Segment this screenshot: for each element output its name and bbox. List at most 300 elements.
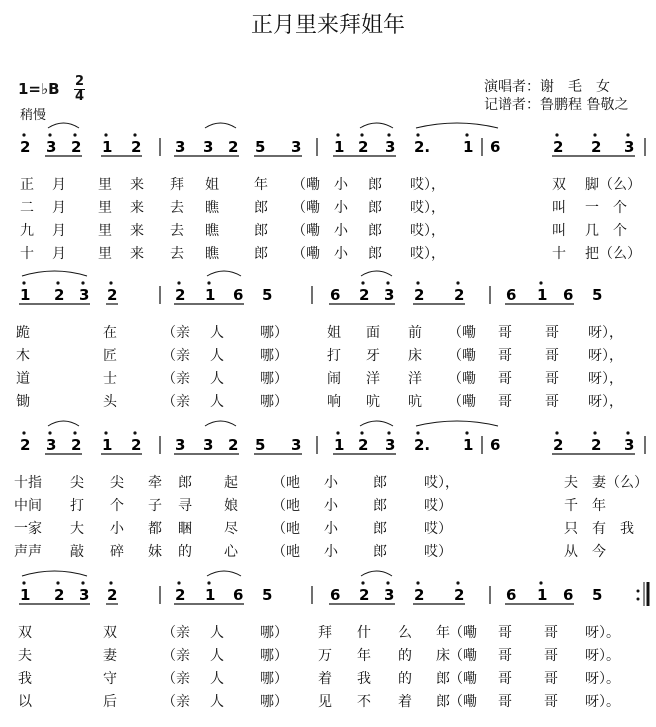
lyric-word: 床	[436, 648, 450, 664]
note: 2	[454, 586, 465, 604]
lyric-word: 大	[70, 521, 84, 537]
lyric-word: 睏	[178, 521, 192, 537]
lyric-word: 妹	[148, 544, 162, 560]
lyric-word: 叫	[552, 200, 566, 216]
lyric-word: 呀）。	[585, 648, 620, 664]
note: 3	[624, 138, 635, 156]
lyric-word: 九	[20, 223, 34, 239]
lyric-word: 碎	[110, 544, 124, 560]
lyric-word: 呀）。	[585, 694, 620, 710]
note: 2	[228, 436, 239, 454]
octave-dot	[387, 133, 390, 136]
octave-dot	[539, 581, 542, 584]
lyric-word: 哎），	[424, 475, 459, 491]
lyric-word: 么	[398, 625, 412, 641]
lyric-word: 木	[16, 348, 30, 364]
octave-dot	[593, 431, 596, 434]
octave-dot	[626, 431, 629, 434]
lyric-word: （嘞	[292, 200, 320, 216]
note: 1	[537, 586, 548, 604]
octave-dot	[360, 431, 363, 434]
note: 6	[233, 586, 244, 604]
lyric-word: 哥	[498, 694, 512, 710]
lyric-word: 郎	[178, 475, 192, 491]
slur	[22, 571, 87, 576]
lyric-word: 来	[130, 200, 144, 216]
octave-dot	[555, 431, 558, 434]
lyric-word: 从 今	[564, 544, 606, 560]
slur	[361, 271, 392, 276]
lyric-word: 吭	[408, 394, 422, 410]
lyric-word: 月	[52, 200, 66, 216]
note: 3	[624, 436, 635, 454]
note: 2	[20, 436, 31, 454]
note: 3	[291, 436, 302, 454]
lyric-word: 去	[170, 200, 184, 216]
lyric-word: 二	[20, 200, 34, 216]
note: 3	[385, 436, 396, 454]
lyric-word: 哪）	[260, 671, 288, 687]
note: 1	[205, 586, 216, 604]
lyric-word: 呀），	[588, 371, 623, 387]
lyric-word: 什	[357, 625, 371, 641]
octave-dot	[386, 281, 389, 284]
lyric-word: （亲	[162, 371, 190, 387]
slur	[207, 271, 241, 276]
note: 2	[175, 586, 186, 604]
note: 2	[414, 286, 425, 304]
lyric-word: 十	[20, 246, 34, 262]
octave-dot	[361, 281, 364, 284]
lyric-word: 不	[357, 694, 371, 710]
slur	[22, 271, 87, 276]
lyric-word: （嘞	[448, 394, 476, 410]
note: 6	[490, 138, 501, 156]
note: 6	[506, 586, 517, 604]
octave-dot	[336, 431, 339, 434]
octave-dot	[465, 431, 468, 434]
octave-dot	[456, 281, 459, 284]
lyric-word: 的	[398, 648, 412, 664]
lyric-word: 小	[324, 475, 338, 491]
note: 3	[175, 436, 186, 454]
octave-dot	[465, 133, 468, 136]
lyric-word: 洋	[408, 371, 422, 387]
lyric-word: 呀），	[588, 394, 623, 410]
octave-dot	[48, 133, 51, 136]
note: 2	[553, 138, 564, 156]
slur	[205, 123, 236, 128]
lyric-word: 以	[18, 694, 32, 710]
note: 1	[334, 138, 345, 156]
lyric-word: 哥	[498, 671, 512, 687]
lyric-word: 尖	[70, 475, 84, 491]
lyric-word: 一 个	[585, 200, 627, 216]
octave-dot	[207, 281, 210, 284]
lyric-word: 哥	[544, 648, 558, 664]
note: 3	[291, 138, 302, 156]
lyric-word: （嘞	[449, 671, 477, 687]
octave-dot	[109, 281, 112, 284]
lyric-word: 去	[170, 223, 184, 239]
lyric-word: 郎	[373, 521, 387, 537]
lyric-word: 哪）	[260, 694, 288, 710]
lyric-word: 跪	[16, 325, 30, 341]
octave-dot	[56, 581, 59, 584]
note: 2	[553, 436, 564, 454]
lyric-word: 尽	[224, 521, 238, 537]
lyric-word: 来	[130, 177, 144, 193]
lyric-word: 洋	[366, 371, 380, 387]
octave-dot	[133, 133, 136, 136]
octave-dot	[555, 133, 558, 136]
lyric-word: （亲	[162, 325, 190, 341]
lyric-word: 小	[334, 223, 348, 239]
lyric-word: 一家	[14, 521, 42, 537]
lyric-word: 牙	[366, 348, 380, 364]
lyric-word: 姐	[327, 325, 341, 341]
note: 3	[384, 586, 395, 604]
octave-dot	[56, 281, 59, 284]
lyric-word: 千 年	[564, 498, 606, 514]
lyric-word: 郎	[373, 475, 387, 491]
note: 2.	[414, 436, 431, 454]
lyric-word: 哪）	[260, 348, 288, 364]
lyric-word: 来	[130, 246, 144, 262]
lyric-word: 人	[210, 325, 224, 341]
lyric-word: 月	[52, 223, 66, 239]
lyric-word: （嘞	[449, 694, 477, 710]
note: 2	[54, 586, 65, 604]
octave-dot	[109, 581, 112, 584]
note: 6	[490, 436, 501, 454]
note: 2	[71, 138, 82, 156]
note: 1	[463, 436, 474, 454]
lyric-word: 呀）。	[585, 671, 620, 687]
lyric-word: （嘞	[448, 325, 476, 341]
lyric-word: 人	[210, 348, 224, 364]
lyric-word: 个	[110, 498, 124, 514]
lyric-word: 哎）	[424, 498, 452, 514]
lyric-word: 声声	[14, 544, 42, 560]
note: 2	[54, 286, 65, 304]
lyric-word: 小	[324, 498, 338, 514]
lyric-word: 心	[224, 544, 238, 560]
lyric-word: 姐	[205, 177, 219, 193]
note: 1	[334, 436, 345, 454]
note: 3	[175, 138, 186, 156]
lyric-word: 打	[327, 348, 341, 364]
note: 1	[537, 286, 548, 304]
lyric-word: 拜	[318, 625, 332, 641]
lyric-word: 哥	[498, 625, 512, 641]
lyric-word: 把（么）	[585, 246, 641, 262]
note: 6	[233, 286, 244, 304]
lyric-word: 起	[224, 475, 238, 491]
slur	[416, 421, 498, 426]
note: 2	[131, 436, 142, 454]
lyric-word: 里	[98, 223, 112, 239]
lyric-word: （亲	[162, 348, 190, 364]
lyric-word: 娘	[224, 498, 238, 514]
lyric-word: 都	[148, 521, 162, 537]
lyric-word: 面	[366, 325, 380, 341]
note: 5	[262, 586, 273, 604]
lyric-word: 呀），	[588, 325, 623, 341]
octave-dot	[177, 581, 180, 584]
lyric-word: 双	[552, 177, 566, 193]
lyric-word: 中间	[14, 498, 42, 514]
lyric-word: 小	[110, 521, 124, 537]
octave-dot	[387, 431, 390, 434]
note: 2	[71, 436, 82, 454]
lyric-word: （亲	[162, 694, 190, 710]
note: 1	[102, 138, 113, 156]
lyric-word: 前	[408, 325, 422, 341]
lyric-word: 哥	[498, 371, 512, 387]
repeat-dot	[637, 598, 640, 601]
lyric-word: （吔	[272, 498, 300, 514]
slur	[48, 421, 79, 426]
note: 5	[255, 138, 266, 156]
note: 2	[358, 138, 369, 156]
octave-dot	[593, 133, 596, 136]
lyric-word: 道	[16, 371, 30, 387]
note: 2	[175, 286, 186, 304]
octave-dot	[48, 431, 51, 434]
lyric-word: 头	[103, 394, 117, 410]
lyric-word: （嘞	[449, 625, 477, 641]
lyric-word: 来	[130, 223, 144, 239]
lyric-word: 郎	[254, 223, 268, 239]
slur	[207, 571, 241, 576]
lyric-word: 哥	[544, 625, 558, 641]
lyric-word: 里	[98, 246, 112, 262]
note: 6	[330, 586, 341, 604]
lyric-word: （吔	[272, 544, 300, 560]
lyric-word: 哥	[544, 694, 558, 710]
lyric-word: 尖	[110, 475, 124, 491]
note: 5	[262, 286, 273, 304]
meter-bottom: 4	[74, 89, 85, 104]
lyric-word: 哥	[498, 348, 512, 364]
note: 1	[463, 138, 474, 156]
lyric-word: 叫	[552, 223, 566, 239]
octave-dot	[456, 581, 459, 584]
octave-dot	[104, 133, 107, 136]
lyric-word: 十指	[14, 475, 42, 491]
lyric-word: 瞧	[205, 200, 219, 216]
lyric-word: 去	[170, 246, 184, 262]
lyric-word: （亲	[162, 648, 190, 664]
lyric-word: 人	[210, 694, 224, 710]
lyric-word: 吭	[366, 394, 380, 410]
lyric-word: 响	[327, 394, 341, 410]
lyric-word: 锄	[16, 394, 30, 410]
lyric-word: 里	[98, 177, 112, 193]
octave-dot	[416, 281, 419, 284]
lyric-word: 哥	[545, 325, 559, 341]
octave-dot	[539, 281, 542, 284]
note: 3	[385, 138, 396, 156]
song-title: 正月里来拜姐年	[250, 13, 405, 38]
lyric-word: 哥	[498, 325, 512, 341]
note: 6	[506, 286, 517, 304]
lyric-word: 敲	[70, 544, 84, 560]
lyric-word: 人	[210, 648, 224, 664]
lyric-word: 十	[552, 246, 566, 262]
lyric-word: 双	[103, 625, 117, 641]
lyric-word: 人	[210, 394, 224, 410]
lyric-word: 几 个	[585, 223, 627, 239]
octave-dot	[360, 133, 363, 136]
lyric-word: 夫 妻（么）	[564, 475, 648, 491]
lyric-word: 里	[98, 200, 112, 216]
octave-dot	[73, 133, 76, 136]
lyric-word: 郎	[254, 246, 268, 262]
lyric-word: 月	[52, 177, 66, 193]
transcriber-credit: 记谱者：鲁鹏程 鲁敬之	[484, 97, 629, 113]
lyric-word: 郎	[373, 498, 387, 514]
note: 2	[20, 138, 31, 156]
lyric-word: 着	[318, 671, 332, 687]
note: 5	[592, 586, 603, 604]
octave-dot	[81, 581, 84, 584]
lyric-word: 哪）	[260, 648, 288, 664]
lyric-word: 哪）	[260, 394, 288, 410]
lyric-word: 子	[148, 498, 162, 514]
lyric-word: 牵	[148, 475, 162, 491]
key-signature: 1=♭B	[18, 80, 60, 98]
octave-dot	[22, 133, 25, 136]
lyric-word: 寻	[178, 498, 192, 514]
lyric-word: 双	[18, 625, 32, 641]
lyric-word: 哥	[545, 394, 559, 410]
lyric-word: 呀）。	[585, 625, 620, 641]
note: 6	[563, 586, 574, 604]
lyric-word: 哪）	[260, 325, 288, 341]
lyric-word: 见	[318, 694, 332, 710]
lyric-word: 匠	[103, 348, 117, 364]
note: 2	[107, 286, 118, 304]
lyric-word: 我	[18, 671, 32, 687]
octave-dot	[386, 581, 389, 584]
octave-dot	[22, 431, 25, 434]
octave-dot	[73, 431, 76, 434]
octave-dot	[416, 581, 419, 584]
lyric-word: 床	[408, 348, 422, 364]
lyric-word: 郎	[368, 223, 382, 239]
note: 3	[79, 586, 90, 604]
note: 3	[203, 436, 214, 454]
lyric-word: （吔	[272, 521, 300, 537]
lyric-word: 哪）	[260, 625, 288, 641]
note: 2	[454, 286, 465, 304]
lyric-word: 哥	[498, 648, 512, 664]
octave-dot	[361, 581, 364, 584]
lyric-word: 小	[324, 521, 338, 537]
note: 3	[46, 436, 57, 454]
note: 1	[102, 436, 113, 454]
slur	[360, 123, 393, 128]
note: 2	[228, 138, 239, 156]
note: 5	[255, 436, 266, 454]
lyric-word: 小	[334, 200, 348, 216]
octave-dot	[22, 281, 25, 284]
lyric-word: （嘞	[449, 648, 477, 664]
lyric-word: 哎），	[410, 200, 445, 216]
repeat-dot	[637, 590, 640, 593]
note: 3	[203, 138, 214, 156]
lyric-word: 郎	[254, 200, 268, 216]
note: 3	[384, 286, 395, 304]
lyric-word: 年	[357, 648, 371, 664]
note: 2	[359, 586, 370, 604]
lyric-word: 拜	[170, 177, 184, 193]
lyric-word: 人	[210, 671, 224, 687]
lyric-word: 哎），	[410, 223, 445, 239]
note: 2	[358, 436, 369, 454]
lyric-word: （亲	[162, 671, 190, 687]
lyric-word: 瞧	[205, 223, 219, 239]
lyric-word: 妻	[103, 648, 117, 664]
lyric-word: 小	[334, 246, 348, 262]
lyric-word: 哎）	[424, 544, 452, 560]
lyric-word: 哥	[498, 394, 512, 410]
octave-dot	[416, 431, 419, 434]
octave-dot	[104, 431, 107, 434]
lyric-word: 脚（么）	[585, 177, 641, 193]
lyric-word: 的	[178, 544, 192, 560]
lyric-word: 士	[103, 371, 117, 387]
lyric-word: 人	[210, 371, 224, 387]
lyric-word: 哥	[545, 371, 559, 387]
lyric-word: 年	[254, 177, 268, 193]
lyric-word: 夫	[18, 648, 32, 664]
lyric-word: 闹	[327, 371, 341, 387]
note: 3	[46, 138, 57, 156]
lyric-word: （嘞	[292, 246, 320, 262]
lyric-word: 郎	[436, 694, 450, 710]
lyric-word: （嘞	[448, 371, 476, 387]
lyric-word: 哎）	[424, 521, 452, 537]
note: 5	[592, 286, 603, 304]
lyric-word: 哪）	[260, 371, 288, 387]
note: 1	[20, 586, 31, 604]
lyric-word: 小	[324, 544, 338, 560]
lyric-word: 哥	[545, 348, 559, 364]
lyric-word: 呀），	[588, 348, 623, 364]
octave-dot	[22, 581, 25, 584]
tempo-marking: 稍慢	[20, 108, 47, 123]
lyric-word: 哥	[544, 671, 558, 687]
octave-dot	[81, 281, 84, 284]
lyric-word: 郎	[368, 177, 382, 193]
slur	[360, 421, 393, 426]
octave-dot	[177, 281, 180, 284]
lyric-word: 万	[318, 648, 332, 664]
slur	[416, 123, 498, 128]
note: 6	[563, 286, 574, 304]
octave-dot	[626, 133, 629, 136]
note: 3	[79, 286, 90, 304]
meter-top: 2	[74, 74, 85, 89]
lyric-word: 月	[52, 246, 66, 262]
note: 2	[131, 138, 142, 156]
lyric-word: 正	[20, 177, 34, 193]
note: 1	[205, 286, 216, 304]
octave-dot	[416, 133, 419, 136]
